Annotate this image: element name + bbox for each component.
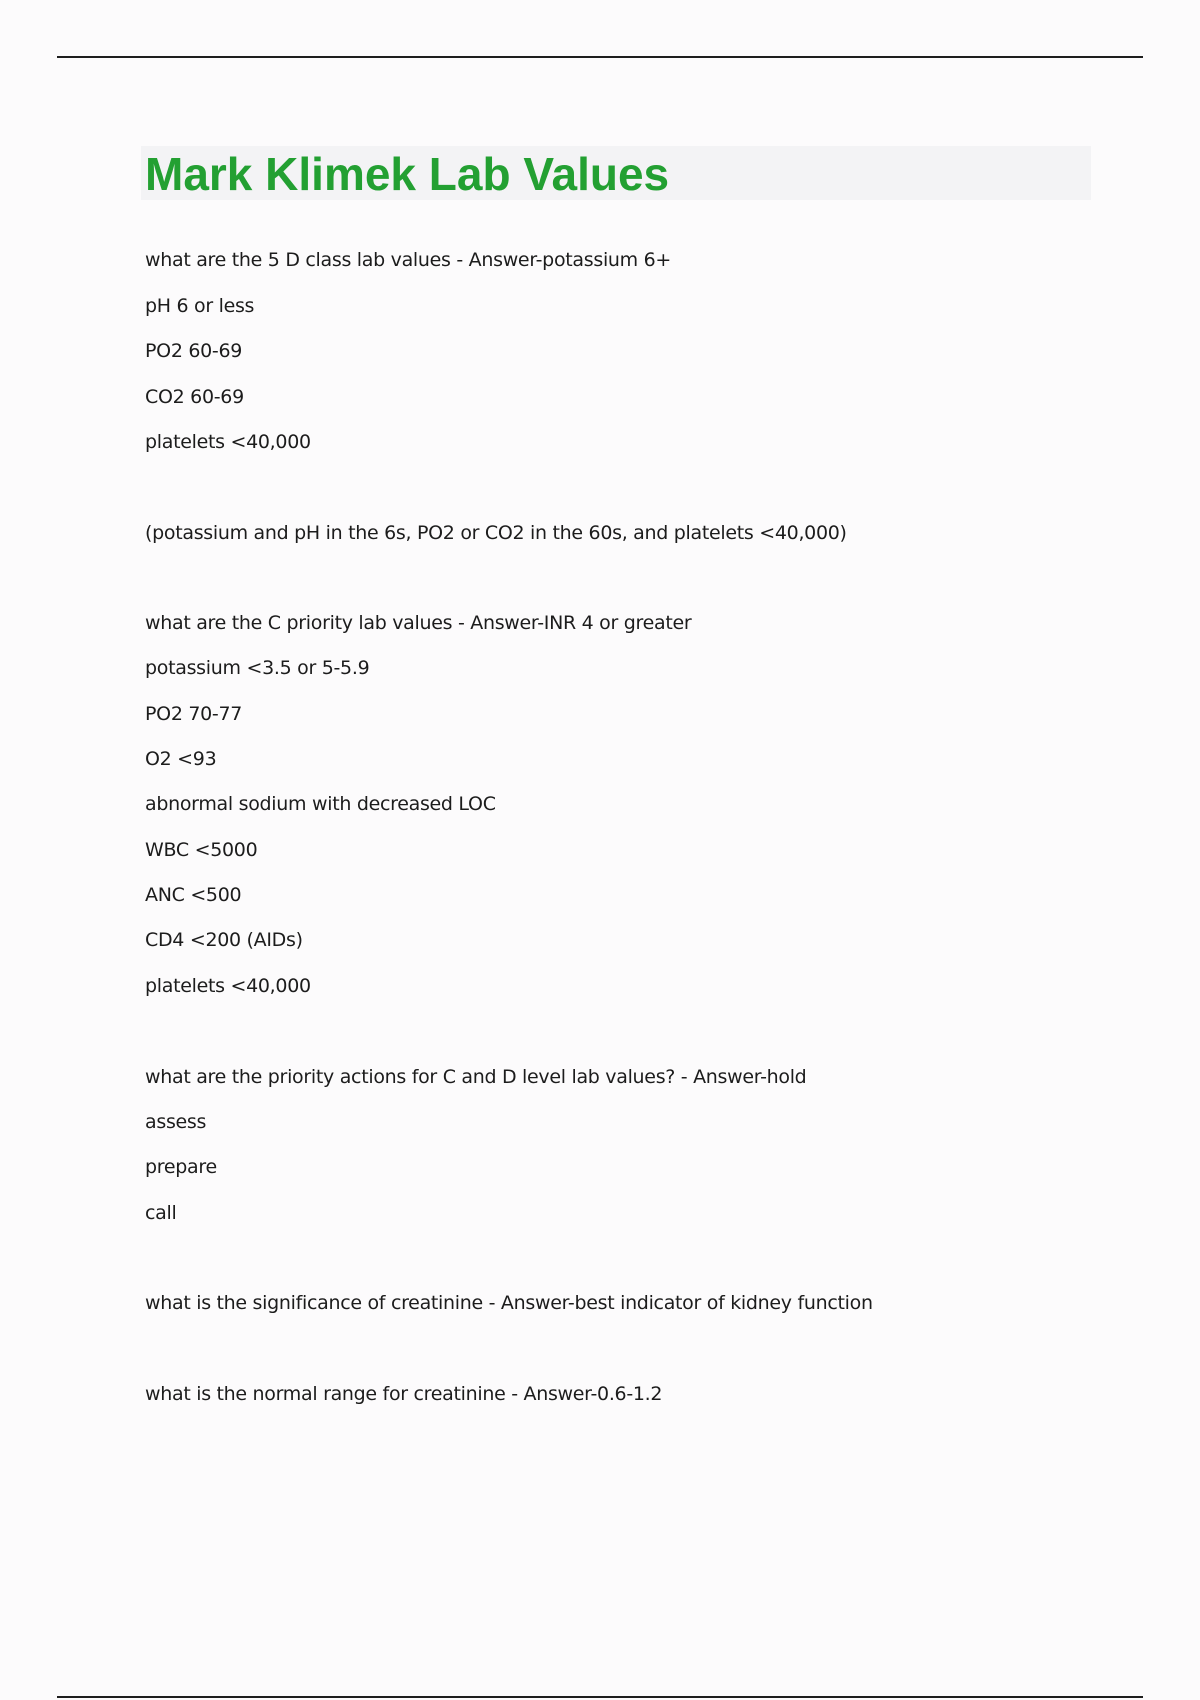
- text-line: pH 6 or less: [145, 295, 255, 317]
- text-line: WBC <5000: [145, 839, 258, 861]
- text-line: abnormal sodium with decreased LOC: [145, 793, 496, 815]
- text-line: potassium <3.5 or 5-5.9: [145, 657, 370, 679]
- document-title: Mark Klimek Lab Values: [145, 148, 670, 200]
- text-line: CO2 60-69: [145, 386, 244, 408]
- text-line: PO2 70-77: [145, 703, 243, 725]
- text-line: what is the significance of creatinine - Answer-best indicator of kidney function: [145, 1292, 873, 1314]
- text-line: what are the C priority lab values - Answer-INR 4 or greater: [145, 612, 692, 634]
- text-line: call: [145, 1202, 177, 1224]
- text-line: PO2 60-69: [145, 340, 243, 362]
- text-line: platelets <40,000: [145, 431, 311, 453]
- top-rule: [57, 56, 1143, 58]
- text-line: platelets <40,000: [145, 975, 311, 997]
- text-line: prepare: [145, 1156, 217, 1178]
- text-line: CD4 <200 (AIDs): [145, 929, 303, 951]
- text-line: ANC <500: [145, 884, 242, 906]
- text-line: what are the 5 D class lab values - Answer-potassium 6+: [145, 249, 672, 271]
- text-line: assess: [145, 1111, 207, 1133]
- text-line: what are the priority actions for C and D level lab values? - Answer-hold: [145, 1066, 807, 1088]
- text-line: what is the normal range for creatinine - Answer-0.6-1.2: [145, 1383, 663, 1405]
- text-line: O2 <93: [145, 748, 217, 770]
- text-line: (potassium and pH in the 6s, PO2 or CO2 in the 60s, and platelets <40,000): [145, 522, 847, 544]
- bottom-rule: [57, 1696, 1143, 1698]
